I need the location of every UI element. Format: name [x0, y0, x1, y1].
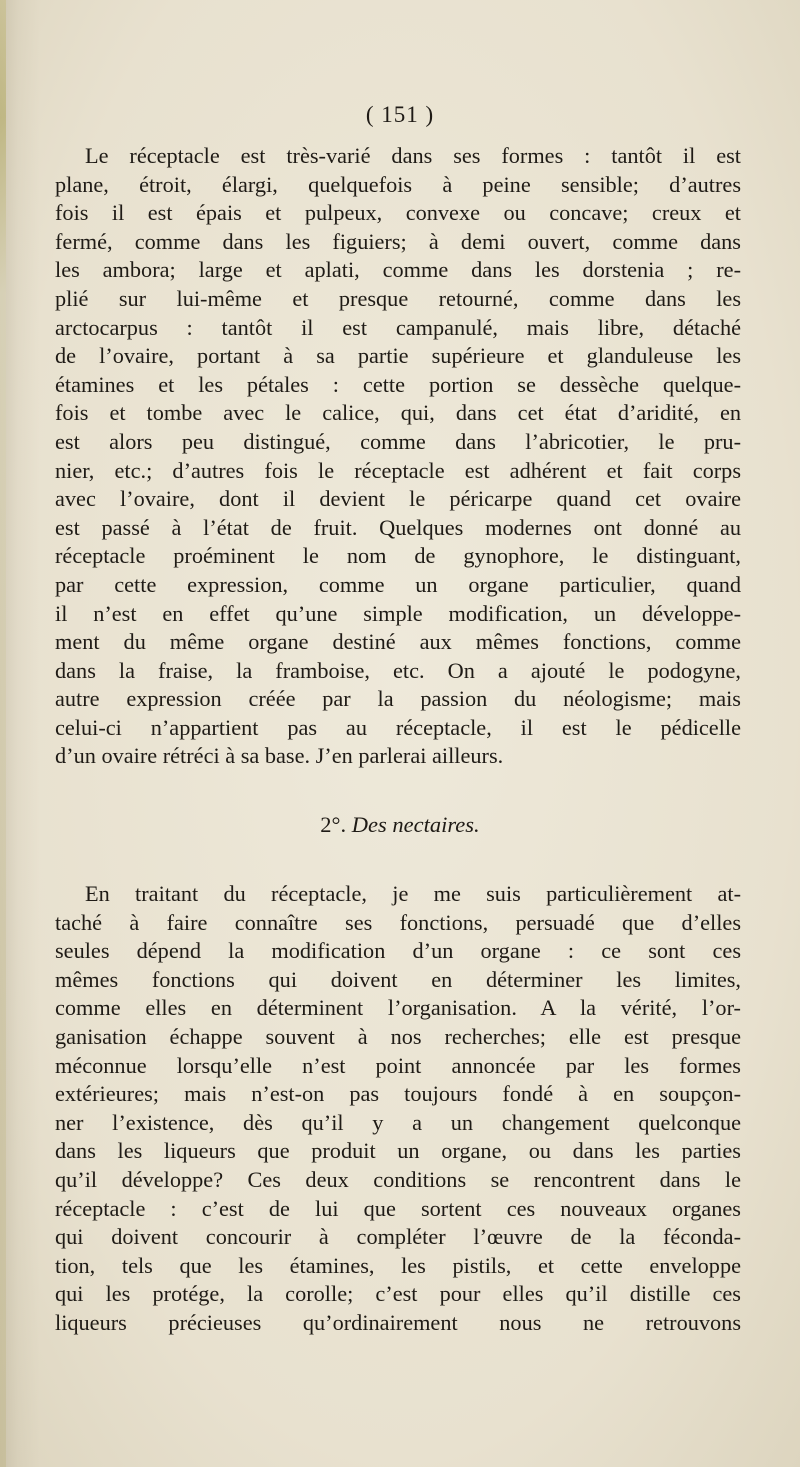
- text-line: En traitant du réceptacle, je me suis particulièrement at-: [85, 881, 741, 906]
- text-line: fermé, comme dans les figuiers; à demi ouvert, comme dans: [55, 228, 741, 254]
- text-line: de l’ovaire, portant à sa partie supérieure et glanduleuse les: [55, 343, 741, 369]
- text-line: qui doivent concourir à compléter l’œuvre de la féconda-: [55, 1224, 741, 1250]
- text-line: plié sur lui-même et presque retourné, comme dans les: [55, 285, 741, 311]
- text-line: est alors peu distingué, comme dans l’abricotier, le pru-: [55, 428, 741, 454]
- text-line: taché à faire connaître ses fonctions, persuadé que d’elles: [55, 909, 741, 935]
- text-line: qu’il développe? Ces deux conditions se rencontrent dans le: [55, 1166, 741, 1192]
- text-line: réceptacle : c’est de lui que sortent ces nouveaux organes: [55, 1195, 741, 1221]
- text-line: ganisation échappe souvent à nos recherches; elle est presque: [55, 1023, 741, 1049]
- text-line: plane, étroit, élargi, quelquefois à peine sensible; d’autres: [55, 171, 741, 197]
- text-line: autre expression créée par la passion du néologisme; mais: [55, 686, 741, 712]
- text-line: réceptacle proéminent le nom de gynophore, le distinguant,: [55, 543, 741, 569]
- page-edge-shadow: [0, 0, 6, 1467]
- text-line: fois il est épais et pulpeux, convexe ou concave; creux et: [55, 200, 741, 226]
- section-heading: [0, 812, 800, 838]
- text-line: liqueurs précieuses qu’ordinairement nous ne retrouvons: [55, 1309, 741, 1335]
- text-line: qui les protége, la corolle; c’est pour elles qu’il distille ces: [55, 1281, 741, 1307]
- text-line: les ambora; large et aplati, comme dans les dorstenia ; re-: [55, 257, 741, 283]
- text-line: nier, etc.; d’autres fois le réceptacle est adhérent et fait corps: [55, 457, 741, 483]
- text-line: par cette expression, comme un organe particulier, quand: [55, 571, 741, 597]
- text-line: tion, tels que les étamines, les pistils, et cette enveloppe: [55, 1252, 741, 1278]
- text-line: comme elles en déterminent l’organisation. A la vérité, l’or-: [55, 995, 741, 1021]
- text-line: ment du même organe destiné aux mêmes fonctions, comme: [55, 629, 741, 655]
- text-line: celui-ci n’appartient pas au réceptacle, il est le pédicelle: [55, 714, 741, 740]
- text-line: dans la fraise, la framboise, etc. On a ajouté le podogyne,: [55, 657, 741, 683]
- text-line: d’un ovaire rétréci à sa base. J’en parlerai ailleurs.: [55, 743, 504, 769]
- text-line: avec l’ovaire, dont il devient le péricarpe quand cet ovaire: [55, 486, 741, 512]
- text-line: étamines et les pétales : cette portion se dessèche quelque-: [55, 371, 741, 397]
- section-title-text: Des nectaires.: [351, 812, 480, 837]
- text-line: Le réceptacle est très-varié dans ses formes : tantôt il est: [85, 143, 741, 168]
- text-line: est passé à l’état de fruit. Quelques modernes ont donné au: [55, 514, 741, 540]
- text-line: fois et tombe avec le calice, qui, dans cet état d’aridité, en: [55, 400, 741, 426]
- text-line: mêmes fonctions qui doivent en déterminer les limites,: [55, 966, 741, 992]
- text-line: il n’est en effet qu’une simple modification, un développe-: [55, 600, 741, 626]
- text-line: ner l’existence, dès qu’il y a un changement quelconque: [55, 1109, 741, 1135]
- paragraph-nectaries: [55, 880, 741, 1338]
- page-number-header: ( 151 ): [365, 102, 435, 127]
- paragraph-receptacle: [55, 142, 741, 771]
- text-line: méconnue lorsqu’elle n’est point annoncée par les formes: [55, 1052, 741, 1078]
- section-number: 2°.: [320, 812, 347, 837]
- text-line: extérieures; mais n’est-on pas toujours fondé à en soupçon-: [55, 1081, 741, 1107]
- text-line: arctocarpus : tantôt il est campanulé, mais libre, détaché: [55, 314, 741, 340]
- text-line: dans les liqueurs que produit un organe, ou dans les parties: [55, 1138, 741, 1164]
- text-line: seules dépend la modification d’un organe : ce sont ces: [55, 938, 741, 964]
